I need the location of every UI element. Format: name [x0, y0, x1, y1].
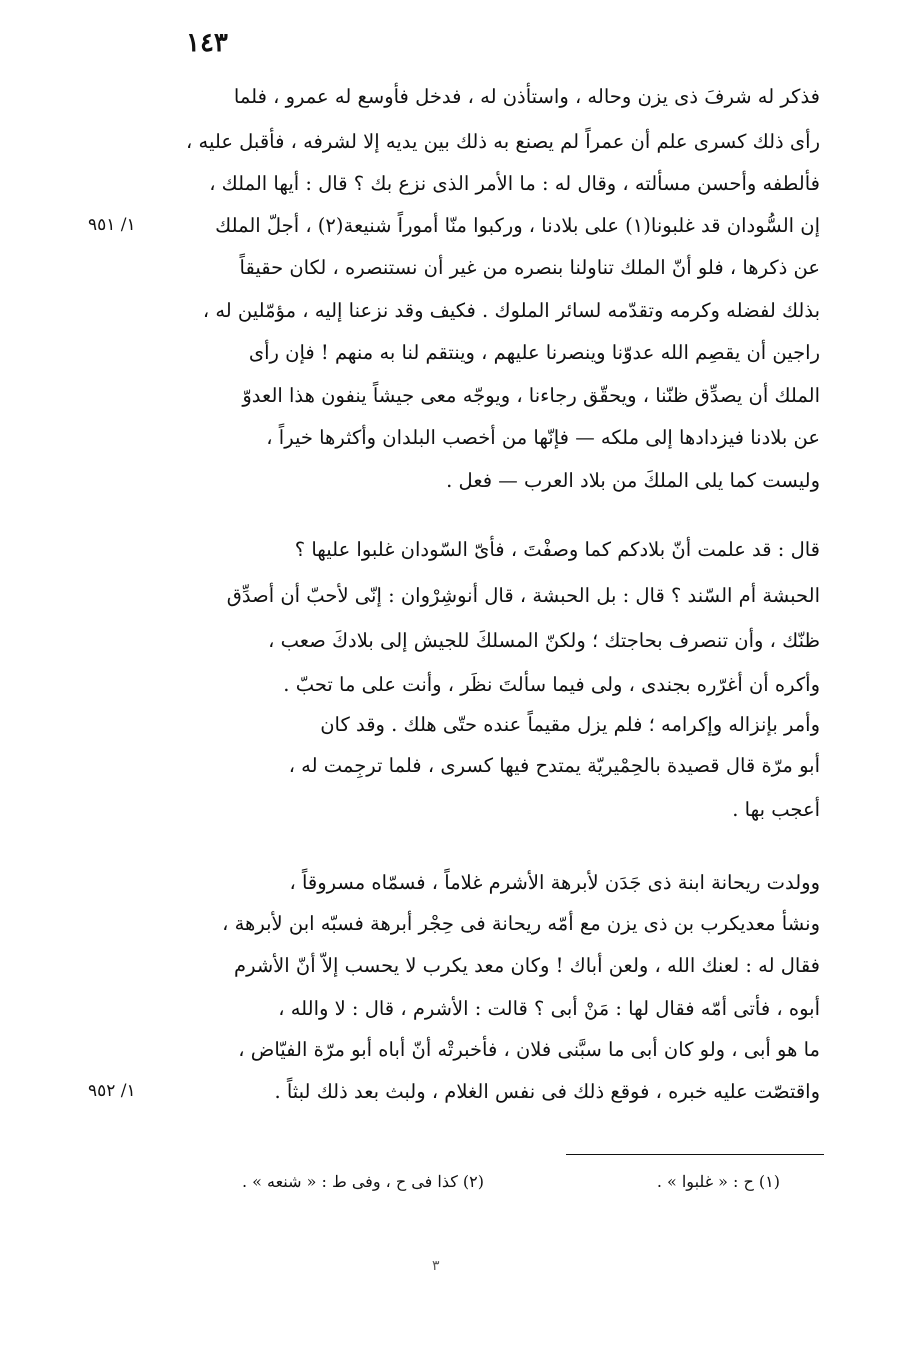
text-line: قال : قد علمت أنّ بلادكم كما وصفْتَ ، فأىّ السّودان غلبوا عليها ؟: [294, 538, 820, 561]
text-line: عن ذكرها ، فلو أنّ الملك تناولنا بنصره من غير أن نستنصره ، لكان حقيقاً: [239, 256, 820, 279]
text-line: وليست كما يلى الملكَ من بلاد العرب — فعل .: [446, 469, 820, 492]
margin-reference: ١/ ٩٥٢: [88, 1081, 136, 1101]
margin-reference: ١/ ٩٥١: [88, 215, 136, 235]
page-mark: ٣: [432, 1258, 440, 1274]
text-line: فذكر له شرفَ ذى يزن وحاله ، واستأذن له ، فدخل فأوسع له عمرو ، فلما: [233, 85, 820, 108]
text-line: وأكره أن أغرّره بجندى ، ولى فيما سألتَ نظَر ، وأنت على ما تحبّ .: [283, 673, 820, 696]
text-line: فقال له : لعنك الله ، ولعن أباك ! وكان معد يكرب لا يحسب إلاّ أنّ الأشرم: [234, 954, 820, 977]
text-line: فألطفه وأحسن مسألته ، وقال له : ما الأمر الذى نزع بك ؟ قال : أيها الملك ،: [209, 172, 820, 195]
text-line: رأى ذلك كسرى علم أن عمراً لم يصنع به ذلك بين يديه إلا لشرفه ، فأقبل عليه ،: [186, 130, 820, 153]
text-line: الحبشة أم السّند ؟ قال : بل الحبشة ، قال أنوشِرْوان : إنّى لأحبّ أن أصدِّق: [226, 584, 820, 607]
text-line: راجين أن يقصِم الله عدوّنا وينصرنا عليهم ، وينتقم لنا به منهم ! فإن رأى: [248, 341, 820, 364]
text-line: إن السُّودان قد غلبونا(١) على بلادنا ، وركبوا منّا أموراً شنيعة(٢) ، أجلّ الملك: [215, 214, 820, 237]
text-line: ونشأ معديكرب بن ذى يزن مع أمّه ريحانة فى حِجْر أبرهة فسبّه ابن لأبرهة ،: [222, 912, 820, 935]
text-line: وأمر بإنزاله وإكرامه ؛ فلم يزل مقيماً عنده حتّى هلك . وقد كان: [320, 713, 820, 736]
text-line: ما هو أبى ، ولو كان أبى ما سبَّنى فلان ، فأخبرتْه أنّ أباه أبو مرّة الفيّاض ،: [238, 1038, 820, 1061]
footnote: (١) ح : « غلبوا » .: [656, 1172, 780, 1191]
text-line: أعجب بها .: [732, 798, 820, 821]
text-line: ظنّك ، وأن تنصرف بحاجتك ؛ ولكنّ المسلكَ للجيش إلى بلادكَ صعب ،: [268, 629, 820, 652]
text-line: بذلك لفضله وكرمه وتقدّمه لسائر الملوك . فكيف وقد نزعنا إليه ، مؤمّلين له ،: [202, 299, 820, 322]
footnote-divider: [566, 1154, 824, 1155]
text-line: وولدت ريحانة ابنة ذى جَدَن لأبرهة الأشرم غلاماً ، فسمّاه مسروقاً ،: [289, 871, 820, 894]
footnote: (٢) كذا فى ح ، وفى ط : « شنعه » .: [241, 1172, 484, 1191]
text-line: أبوه ، فأتى أمّه فقال لها : مَنْ أبى ؟ قالت : الأشرم ، قال : لا والله ،: [278, 997, 820, 1020]
text-line: الملك أن يصدِّق ظنّنا ، ويحقّق رجاءنا ، ويوجّه معى جيشاً ينفون هذا العدوّ: [242, 384, 820, 407]
text-line: عن بلادنا فيزدادها إلى ملكه — فإنّها من أخصب البلدان وأكثرها خيراً ،: [266, 426, 820, 449]
text-line: واقتصّت عليه خبره ، فوقع ذلك فى نفس الغلام ، ولبث بعد ذلك لبثاً .: [274, 1080, 820, 1103]
page-number: ١٤٣: [186, 28, 228, 58]
text-line: أبو مرّة قال قصيدة بالحِمْيريّة يمتدح فيها كسرى ، فلما ترجِمت له ،: [288, 754, 820, 777]
